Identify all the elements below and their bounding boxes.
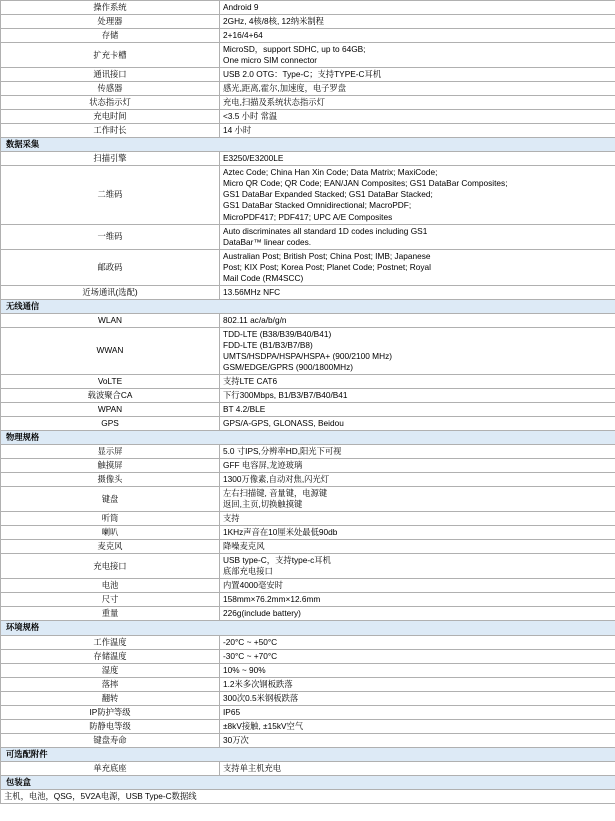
spec-value-line: 30万次 [223, 734, 249, 745]
spec-label: 近场通讯(选配) [1, 285, 220, 299]
spec-label: 喇叭 [1, 526, 220, 540]
spec-label: 键盘寿命 [1, 733, 220, 747]
spec-value [220, 29, 615, 43]
table-row [1, 691, 615, 705]
spec-value-line: Auto discriminates all standard 1D codes including GS1 [223, 225, 428, 236]
spec-label: 单充底座 [1, 761, 220, 775]
table-row [1, 445, 615, 459]
spec-value-line: TDD-LTE (B38/B39/B40/B41) [223, 328, 332, 339]
spec-value-line: 下行300Mbps, B1/B3/B7/B40/B41 [223, 389, 348, 400]
spec-label: 处理器 [1, 15, 220, 29]
table-row [1, 374, 615, 388]
section-title: 数据采集 [1, 138, 615, 152]
table-row [1, 96, 615, 110]
section-header-row [1, 747, 615, 761]
table-row [1, 719, 615, 733]
table-row [1, 459, 615, 473]
spec-value-line: 300次0.5米钢板跌落 [223, 692, 299, 703]
spec-value-line: MicroSD，support SDHC, up to 64GB; [223, 44, 366, 55]
spec-value [220, 579, 615, 593]
spec-label: 扫描引擎 [1, 152, 220, 166]
spec-label: 翻转 [1, 691, 220, 705]
spec-value-line: -30°C ~ +70°C [223, 650, 278, 661]
table-row [1, 649, 615, 663]
table-row [1, 327, 615, 374]
spec-value [220, 761, 615, 775]
table-row [1, 540, 615, 554]
spec-value [220, 607, 615, 621]
spec-value [220, 593, 615, 607]
spec-value-line: BT 4.2/BLE [223, 403, 266, 414]
spec-value-line: 2GHz, 4核/8核, 12纳米制程 [223, 16, 324, 27]
spec-value [220, 327, 615, 374]
spec-value-line: 内置4000毫安时 [223, 580, 283, 591]
spec-value [220, 705, 615, 719]
table-row [1, 402, 615, 416]
section-header-row [1, 138, 615, 152]
spec-label: 邮政码 [1, 249, 220, 285]
spec-value-line: 底部充电接口 [223, 566, 273, 577]
table-row [1, 15, 615, 29]
spec-value-line: 感光,距离,霍尔,加速度，电子罗盘 [223, 83, 347, 94]
spec-value-line: 返回,主页,切换触摸键 [223, 499, 303, 510]
spec-value [220, 719, 615, 733]
spec-value-line: 2+16/4+64 [223, 30, 263, 41]
spec-value-line: -20°C ~ +50°C [223, 636, 278, 647]
table-row [1, 526, 615, 540]
spec-value [220, 417, 615, 431]
table-row [1, 124, 615, 138]
spec-label: VoLTE [1, 374, 220, 388]
spec-label: 传感器 [1, 82, 220, 96]
table-row [1, 417, 615, 431]
spec-label: 尺寸 [1, 593, 220, 607]
spec-value-line: GFF 电容屏,龙迹玻璃 [223, 460, 303, 471]
spec-value [220, 249, 615, 285]
spec-value [220, 224, 615, 249]
table-row [1, 512, 615, 526]
spec-value-line: Post; KIX Post; Korea Post; Planet Code; Postnet; Royal [223, 261, 431, 272]
spec-value-line: ±8kV接触, ±15kV空气 [223, 720, 304, 731]
spec-value-line: Mail Code (RM4SCC) [223, 272, 304, 283]
spec-value-line: UMTS/HSDPA/HSPA/HSPA+ (900/2100 MHz) [223, 350, 392, 361]
spec-value-line: USB type-C，支持type-c耳机 [223, 555, 331, 566]
table-row [1, 789, 615, 803]
spec-value-line: 14 小时 [223, 125, 252, 136]
spec-label: 状态指示灯 [1, 96, 220, 110]
spec-label: 麦克风 [1, 540, 220, 554]
spec-value-line: GPS/A-GPS, GLONASS, Beidou [223, 418, 344, 428]
spec-value [220, 374, 615, 388]
spec-value-line: 1KHz声音在10厘米处最低90db [223, 527, 338, 538]
table-row [1, 285, 615, 299]
spec-value [220, 388, 615, 402]
spec-label: 充电接口 [1, 554, 220, 579]
spec-label: GPS [1, 417, 220, 431]
spec-value-line: GS1 DataBar Expanded Stacked; GS1 DataBar Stacked; [223, 189, 433, 200]
spec-value [220, 96, 615, 110]
spec-label: 一维码 [1, 224, 220, 249]
table-row [1, 761, 615, 775]
spec-value-line: E3250/E3200LE [223, 153, 284, 164]
section-title: 环境规格 [1, 621, 615, 635]
spec-value-line: 1.2米多次钢板跌落 [223, 678, 293, 689]
spec-label: 摄像头 [1, 473, 220, 487]
spec-label: 工作时长 [1, 124, 220, 138]
table-row [1, 677, 615, 691]
table-row [1, 705, 615, 719]
spec-value [220, 554, 615, 579]
spec-label: 扩充卡槽 [1, 43, 220, 68]
spec-value [220, 285, 615, 299]
spec-value [220, 445, 615, 459]
spec-table-body [1, 1, 615, 804]
spec-label: 显示屏 [1, 445, 220, 459]
table-row [1, 663, 615, 677]
spec-label: 工作温度 [1, 635, 220, 649]
table-row [1, 110, 615, 124]
table-row [1, 388, 615, 402]
spec-label: 落摔 [1, 677, 220, 691]
spec-value [220, 313, 615, 327]
spec-value [220, 635, 615, 649]
spec-value [220, 691, 615, 705]
spec-label: 存储 [1, 29, 220, 43]
table-row [1, 313, 615, 327]
spec-value-line: <3.5 小时 常温 [223, 111, 278, 122]
spec-value-line: One micro SIM connector [223, 55, 318, 66]
table-row [1, 635, 615, 649]
spec-value-line: 802.11 ac/a/b/g/n [223, 314, 287, 325]
spec-value-line: USB 2.0 OTG：Type-C；支持TYPE-C耳机 [223, 69, 382, 80]
spec-label: 湿度 [1, 663, 220, 677]
table-row [1, 152, 615, 166]
section-title: 包装盒 [1, 775, 615, 789]
spec-value-line: 支持单主机充电 [223, 762, 282, 773]
spec-label: 防静电等级 [1, 719, 220, 733]
table-row [1, 1, 615, 15]
spec-label: WLAN [1, 313, 220, 327]
spec-value-line: Aztec Code; China Han Xin Code; Data Matrix; MaxiCode; [223, 167, 438, 178]
spec-value-line: MicroPDF417; PDF417; UPC A/E Composites [223, 211, 393, 222]
spec-value-line: 降噪麦克风 [223, 541, 265, 552]
spec-value [220, 15, 615, 29]
section-header-row [1, 431, 615, 445]
table-row [1, 733, 615, 747]
table-row [1, 82, 615, 96]
spec-label: 操作系统 [1, 1, 220, 15]
spec-value-line: 5.0 寸IPS,分辨率HD,阳光下可视 [223, 446, 342, 457]
spec-value [220, 663, 615, 677]
spec-label: 通讯接口 [1, 68, 220, 82]
spec-label: 载波聚合CA [1, 388, 220, 402]
spec-value-line: GSM/EDGE/GPRS (900/1800MHz) [223, 361, 354, 372]
spec-value [220, 166, 615, 224]
spec-label: 二维码 [1, 166, 220, 224]
spec-value-line: 226g(include battery) [223, 608, 301, 619]
spec-value [220, 68, 615, 82]
spec-value-line: DataBar™ linear codes. [223, 236, 312, 247]
spec-value [220, 473, 615, 487]
spec-label: WPAN [1, 402, 220, 416]
spec-label: 存储温度 [1, 649, 220, 663]
table-row [1, 554, 615, 579]
spec-label: 听筒 [1, 512, 220, 526]
table-row [1, 593, 615, 607]
spec-label: 键盘 [1, 487, 220, 512]
table-row [1, 29, 615, 43]
spec-value [220, 512, 615, 526]
section-header-row [1, 775, 615, 789]
spec-value [220, 43, 615, 68]
table-row [1, 607, 615, 621]
spec-value-line: 支持LTE CAT6 [223, 375, 278, 386]
table-row [1, 43, 615, 68]
spec-value-line: 充电,扫描及系统状态指示灯 [223, 97, 325, 108]
spec-value [220, 540, 615, 554]
table-row [1, 473, 615, 487]
spec-value [220, 124, 615, 138]
table-row [1, 224, 615, 249]
spec-value-line: Micro QR Code; QR Code; EAN/JAN Composites; GS1 DataBar Composites; [223, 178, 508, 189]
spec-value-line: IP65 [223, 706, 241, 717]
spec-label: 电池 [1, 579, 220, 593]
spec-value [220, 82, 615, 96]
table-row [1, 487, 615, 512]
section-header-row [1, 621, 615, 635]
section-title: 可选配附件 [1, 747, 615, 761]
spec-value-line: Australian Post; British Post; China Post; IMB; Japanese [223, 250, 431, 261]
table-row [1, 166, 615, 224]
spec-label: 充电时间 [1, 110, 220, 124]
spec-value-line: GS1 DataBar Stacked Omnidirectional; MacroPDF; [223, 200, 412, 211]
section-title: 无线通信 [1, 299, 615, 313]
table-row [1, 68, 615, 82]
spec-value-line: 1300万像素,自动对焦,闪光灯 [223, 474, 330, 485]
spec-value-line: 10% ~ 90% [223, 664, 266, 675]
spec-value-line: 左右扫描键, 音量键，电源键 [223, 488, 328, 499]
spec-value [220, 733, 615, 747]
spec-value [220, 649, 615, 663]
spec-value [220, 402, 615, 416]
spec-value-line: FDD-LTE (B1/B3/B7/B8) [223, 339, 313, 350]
section-title: 物理规格 [1, 431, 615, 445]
section-header-row [1, 299, 615, 313]
spec-value-line: 13.56MHz NFC [223, 286, 281, 297]
spec-value [220, 152, 615, 166]
spec-value-line: 支持 [223, 513, 240, 524]
spec-label: IP防护等级 [1, 705, 220, 719]
spec-value [220, 677, 615, 691]
spec-label: WWAN [1, 327, 220, 374]
spec-value-line: 158mm×76.2mm×12.6mm [223, 594, 321, 605]
spec-value [220, 110, 615, 124]
spec-value [220, 1, 615, 15]
spec-value [220, 487, 615, 512]
table-row [1, 249, 615, 285]
spec-value-line: Android 9 [223, 2, 259, 12]
spec-value [220, 459, 615, 473]
spec-value [1, 789, 615, 803]
spec-label: 重量 [1, 607, 220, 621]
spec-label: 触摸屏 [1, 459, 220, 473]
spec-value-line: 主机，电池，QSG，5V2A电源，USB Type-C数据线 [4, 790, 197, 801]
spec-value [220, 526, 615, 540]
table-row [1, 579, 615, 593]
